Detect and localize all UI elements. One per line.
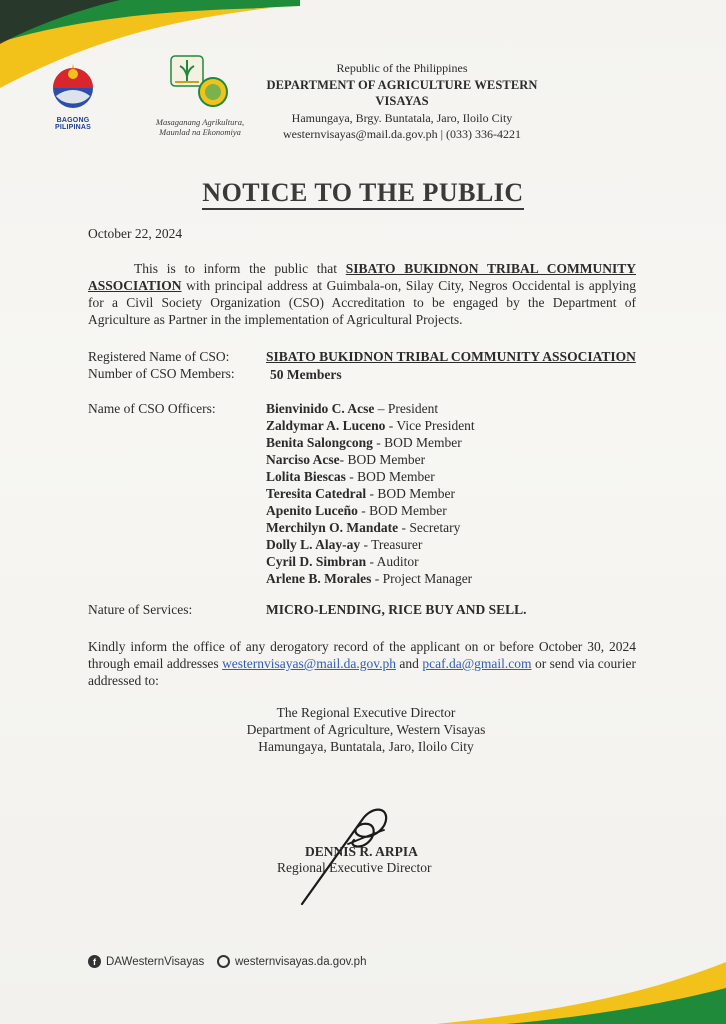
da-seal-icon	[165, 52, 235, 110]
officer-item: Teresita Catedral - BOD Member	[266, 486, 455, 501]
officer-item: Narciso Acse- BOD Member	[266, 452, 426, 467]
intro-paragraph: This is to inform the public that SIBATO BUKIDNON TRIBAL COMMUNITY ASSOCIATION with principal address at Guimbala-on, Silay City, Negros Occidental is applying for a Civil Society Organization (CSO) Accreditation to be engaged by the Department of Agriculture as Partner in the implementation of Agricultural Projects.	[88, 261, 636, 327]
members-value: 50 Members	[270, 367, 342, 382]
officer-item: Benita Salongcong - BOD Member	[266, 435, 462, 450]
department-contact: westernvisayas@mail.da.gov.ph | (033) 336-4221	[283, 127, 521, 141]
officer-item: Dolly L. Alay-ay - Treasurer	[266, 537, 423, 552]
officer-item: Merchilyn O. Mandate - Secretary	[266, 520, 461, 535]
globe-icon	[217, 955, 230, 968]
officers-label: Name of CSO Officers:	[88, 401, 216, 416]
derogatory-record-paragraph: Kindly inform the office of any derogatory record of the applicant on or before October 30, 2024 through email addresses westernvisayas@mail.da.gov.ph and pcaf.da@gmail.com or send via courier addressed to:	[88, 639, 636, 688]
officer-item: Lolita Biescas - BOD Member	[266, 469, 435, 484]
facebook-icon: f	[88, 955, 101, 968]
registered-name-label: Registered Name of CSO:	[88, 349, 230, 364]
services-value: MICRO-LENDING, RICE BUY AND SELL.	[266, 602, 527, 617]
republic-line: Republic of the Philippines	[336, 61, 468, 75]
officer-item: Cyril D. Simbran - Auditor	[266, 554, 419, 569]
registered-name-value: SIBATO BUKIDNON TRIBAL COMMUNITY ASSOCIATION	[266, 349, 636, 364]
letterhead	[252, 60, 552, 143]
bagong-pilipinas-label: BAGONG PILIPINAS	[54, 117, 92, 131]
footer-website: westernvisayas.da.gov.ph	[217, 955, 366, 968]
email-link-pcaf[interactable]: pcaf.da@gmail.com	[422, 656, 532, 671]
signatory-name: DENNIS R. ARPIA	[305, 844, 418, 859]
bagong-pilipinas-emblem-icon	[42, 62, 104, 110]
officer-item: Arlene B. Morales - Project Manager	[266, 571, 473, 586]
members-label: Number of CSO Members:	[88, 366, 235, 381]
officers-list	[266, 400, 475, 587]
footer-facebook: f DAWesternVisayas	[88, 955, 204, 968]
department-address: Hamungaya, Brgy. Buntatala, Jaro, Iloilo City	[291, 110, 513, 125]
addressee-block: The Regional Executive Director Department of Agriculture, Western Visayas Hamungaya, Buntatala, Jaro, Iloilo City	[246, 705, 486, 754]
notice-date: October 22, 2024	[88, 226, 183, 241]
signatory-title: Regional Executive Director	[277, 860, 432, 875]
department-name: DEPARTMENT OF AGRICULTURE WESTERN VISAYAS	[266, 77, 538, 108]
officer-item: Zaldymar A. Luceno - Vice President	[266, 418, 475, 433]
department-of-agriculture-logo	[150, 52, 250, 137]
services-label: Nature of Services:	[88, 602, 193, 617]
da-motto: Masaganang Agrikultura, Maunlad na Ekonomiya	[155, 117, 245, 137]
officer-item: Bienvinido C. Acse – President	[266, 401, 439, 416]
officer-item: Apenito Luceño - BOD Member	[266, 503, 447, 518]
email-link-westernvisayas[interactable]: westernvisayas@mail.da.gov.ph	[222, 656, 396, 671]
notice-title: NOTICE TO THE PUBLIC	[0, 178, 726, 208]
intro-cso-name: SIBATO BUKIDNON TRIBAL COMMUNITY ASSOCIATION	[88, 261, 636, 293]
corner-decoration-bottom	[396, 954, 726, 1024]
bagong-pilipinas-logo	[42, 62, 104, 131]
